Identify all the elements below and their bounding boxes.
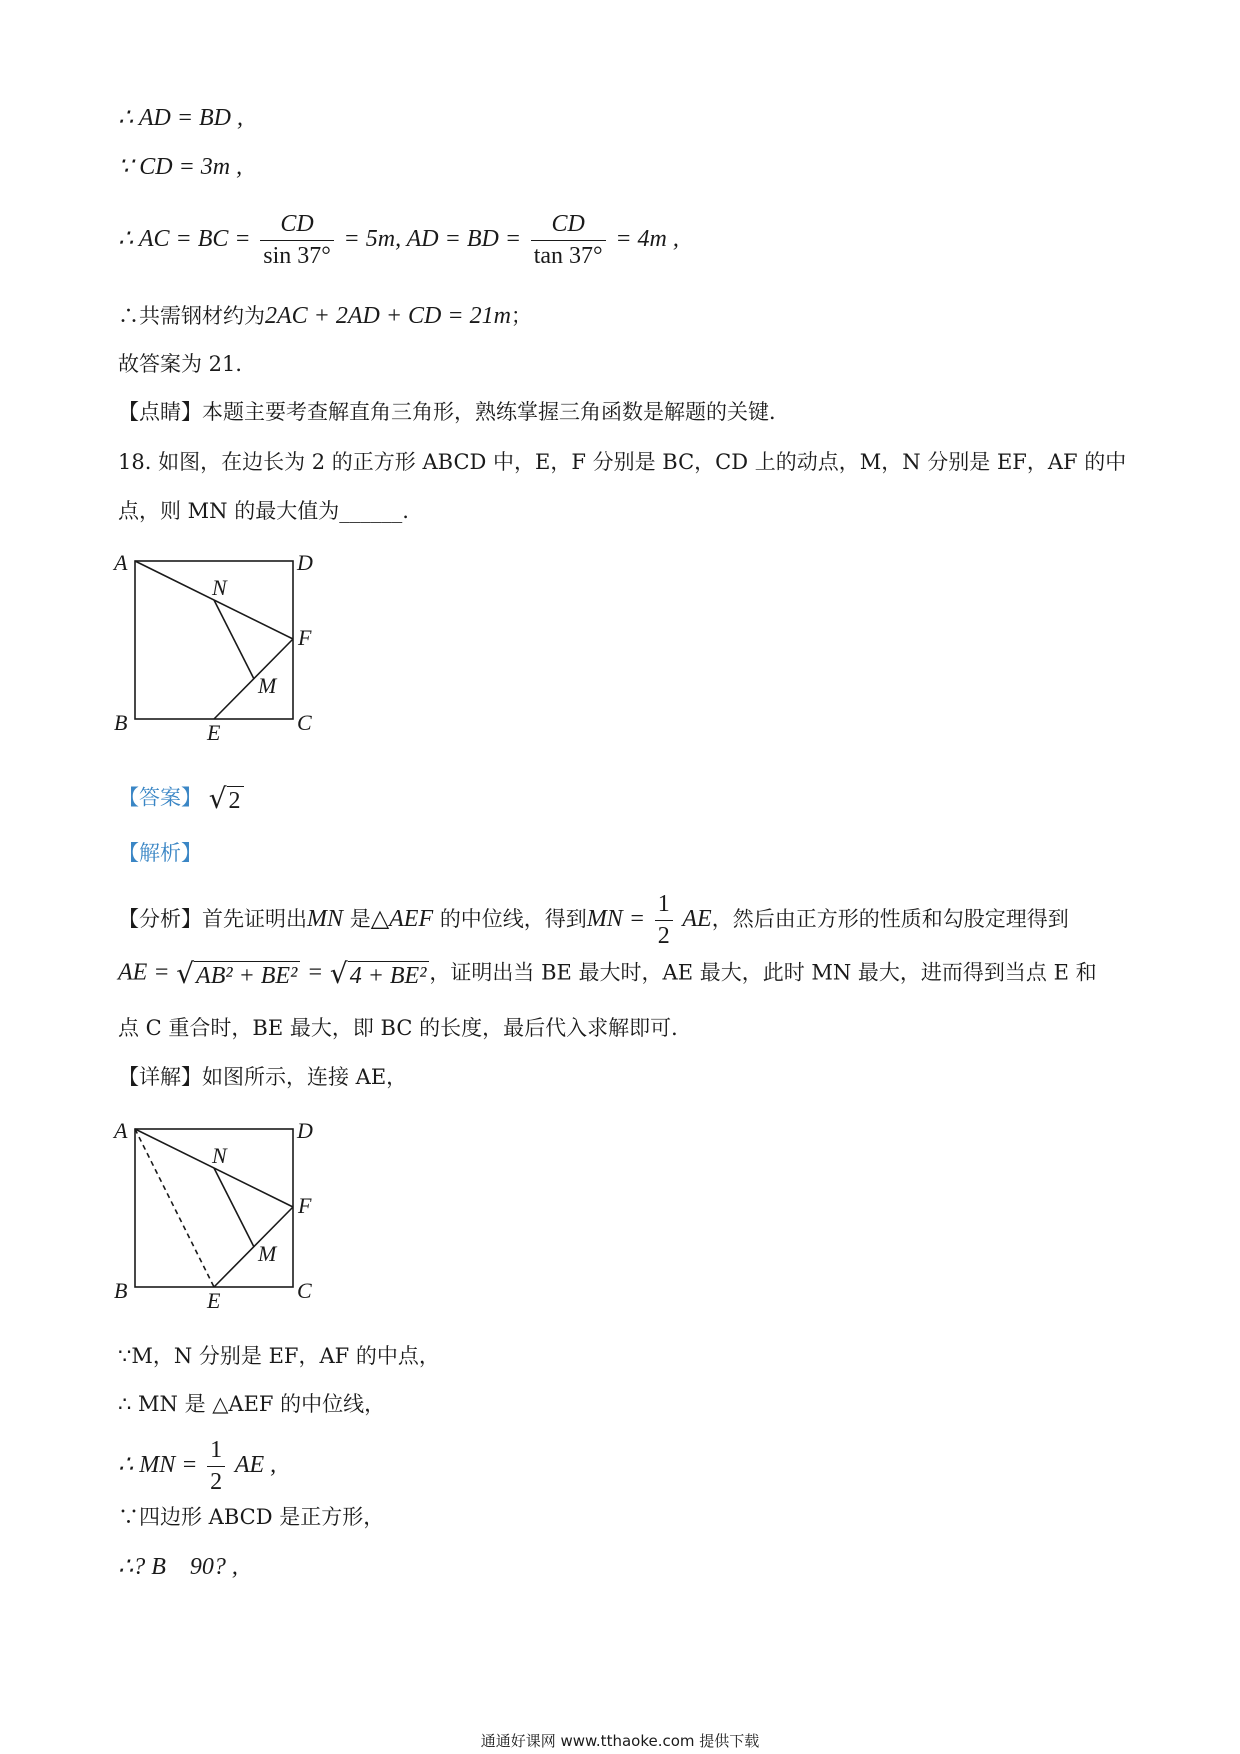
fraction-denominator: 2 — [657, 922, 670, 949]
math-text: △AEF — [370, 905, 434, 932]
sqrt-icon: √ — [329, 957, 348, 990]
label-m: M — [258, 1241, 277, 1266]
text: ∴共需钢材约为 — [118, 304, 265, 328]
segment-fe — [214, 639, 293, 719]
label-b: B — [114, 1278, 128, 1303]
fenxi-label: 【分析】 — [118, 906, 202, 931]
fraction — [207, 1436, 225, 1497]
fenxi-line-1 — [118, 890, 1069, 951]
text: 【点睛】本题主要考查解直角三角形，熟练掌握三角函数是解题的关键． — [118, 400, 790, 424]
text: 是 — [349, 906, 371, 931]
sqrt-expression — [330, 957, 430, 991]
sqrt-radicand: AB² + BE² — [194, 961, 300, 991]
label-d: D — [297, 550, 313, 575]
math-text: = — [306, 959, 324, 986]
segment-fe — [214, 1207, 293, 1287]
label-e: E — [207, 1288, 221, 1308]
step-line-5 — [118, 1553, 238, 1582]
math-text: ∴ AC = BC = — [118, 225, 251, 252]
segment-nm — [214, 600, 254, 679]
math-text: AE — [682, 905, 712, 932]
segment-nm — [214, 1168, 254, 1247]
text: ，证明出当 BE 最大时，AE 最大，此时 MN 最大，进而得到当点 E 和 — [429, 960, 1097, 985]
sqrt-expression — [176, 957, 300, 991]
answer-line — [118, 782, 244, 816]
step-line-3 — [118, 1436, 276, 1497]
dianjing-note — [118, 400, 790, 425]
label-n: N — [212, 1143, 227, 1168]
fraction-numerator: 1 — [207, 1436, 225, 1467]
text: 如图所示，连接 AE， — [202, 1065, 408, 1089]
square-figure-2 — [100, 1108, 340, 1308]
solution-line-4 — [118, 302, 532, 331]
sqrt-icon: √ — [176, 957, 195, 990]
sqrt-icon: √ — [208, 782, 227, 815]
detail-line — [118, 1065, 407, 1090]
text: 点，则 MN 的最大值为______. — [118, 499, 409, 523]
math-text: ∵ CD = 3m , — [118, 154, 243, 180]
solution-line-1 — [118, 104, 243, 133]
solution-line-3 — [118, 210, 679, 271]
label-d: D — [297, 1118, 313, 1143]
math-text: AE , — [234, 1451, 277, 1478]
text: 的中位线，得到 — [439, 906, 587, 931]
fenxi-line-2 — [118, 957, 1097, 991]
label-f: F — [298, 1193, 312, 1218]
sqrt-radicand: 2 — [227, 786, 244, 816]
question-18-line-1 — [118, 450, 1126, 475]
answer-statement — [118, 352, 256, 377]
math-text: AE = — [118, 959, 170, 986]
text: 首先证明出 — [202, 906, 307, 931]
dashed-segment-ae — [135, 1129, 214, 1287]
fraction — [260, 210, 334, 271]
detail-label: 【详解】 — [118, 1065, 202, 1089]
fraction-numerator: CD — [531, 210, 606, 241]
label-c: C — [297, 710, 312, 735]
label-e: E — [207, 720, 221, 740]
text: ； — [510, 304, 532, 328]
sqrt-expression — [209, 782, 244, 816]
math-text: ∴ MN = — [118, 1451, 198, 1478]
text: ∴ MN 是 △AEF 的中位线， — [118, 1392, 386, 1416]
text: 故答案为 21． — [118, 352, 257, 376]
fenxi-line-3 — [118, 1016, 692, 1041]
label-m: M — [258, 673, 277, 698]
square-figure-1 — [100, 540, 340, 740]
math-text: MN = — [586, 905, 646, 932]
fraction-denominator: sin 37° — [263, 242, 331, 269]
analysis-label — [118, 841, 202, 866]
step-line-4 — [118, 1505, 384, 1530]
page-footer: 通通好课网 www.tthaoke.com 提供下载 — [480, 1732, 760, 1750]
solution-line-2 — [118, 153, 242, 182]
step-line-1 — [118, 1344, 440, 1369]
label-n: N — [212, 575, 227, 600]
label-c: C — [297, 1278, 312, 1303]
math-text: ∴? B 90? , — [118, 1554, 238, 1580]
math-text: ∴ AD = BD , — [118, 105, 244, 131]
text: ∵M，N 分别是 EF，AF 的中点， — [118, 1344, 440, 1368]
answer-label: 【答案】 — [118, 785, 202, 810]
math-text: 2AC + 2AD + CD = 21m — [265, 303, 511, 329]
text: 【解析】 — [118, 841, 202, 865]
fraction — [655, 890, 673, 951]
math-text: = 4m , — [615, 225, 679, 252]
label-a: A — [114, 1118, 128, 1143]
fraction-denominator: tan 37° — [533, 242, 603, 269]
text: ∵四边形 ABCD 是正方形， — [118, 1505, 385, 1529]
question-18-line-2 — [118, 499, 409, 524]
step-line-2 — [118, 1392, 385, 1417]
text: ，然后由正方形的性质和勾股定理得到 — [711, 906, 1069, 931]
math-text: MN — [307, 905, 343, 932]
fraction-numerator: 1 — [655, 890, 673, 921]
text: 18. 如图，在边长为 2 的正方形 ABCD 中，E，F 分别是 BC，CD 上的动点，M，N 分别是 EF，AF 的中 — [118, 450, 1127, 474]
sqrt-radicand: 4 + BE² — [348, 961, 430, 991]
fraction-numerator: CD — [260, 210, 334, 241]
fraction-denominator: 2 — [210, 1468, 223, 1495]
label-b: B — [114, 710, 128, 735]
label-f: F — [298, 625, 312, 650]
fraction — [531, 210, 606, 271]
math-text: = 5m, AD = BD = — [343, 225, 522, 252]
text: 点 C 重合时，BE 最大，即 BC 的长度，最后代入求解即可． — [118, 1016, 693, 1040]
label-a: A — [114, 550, 128, 575]
